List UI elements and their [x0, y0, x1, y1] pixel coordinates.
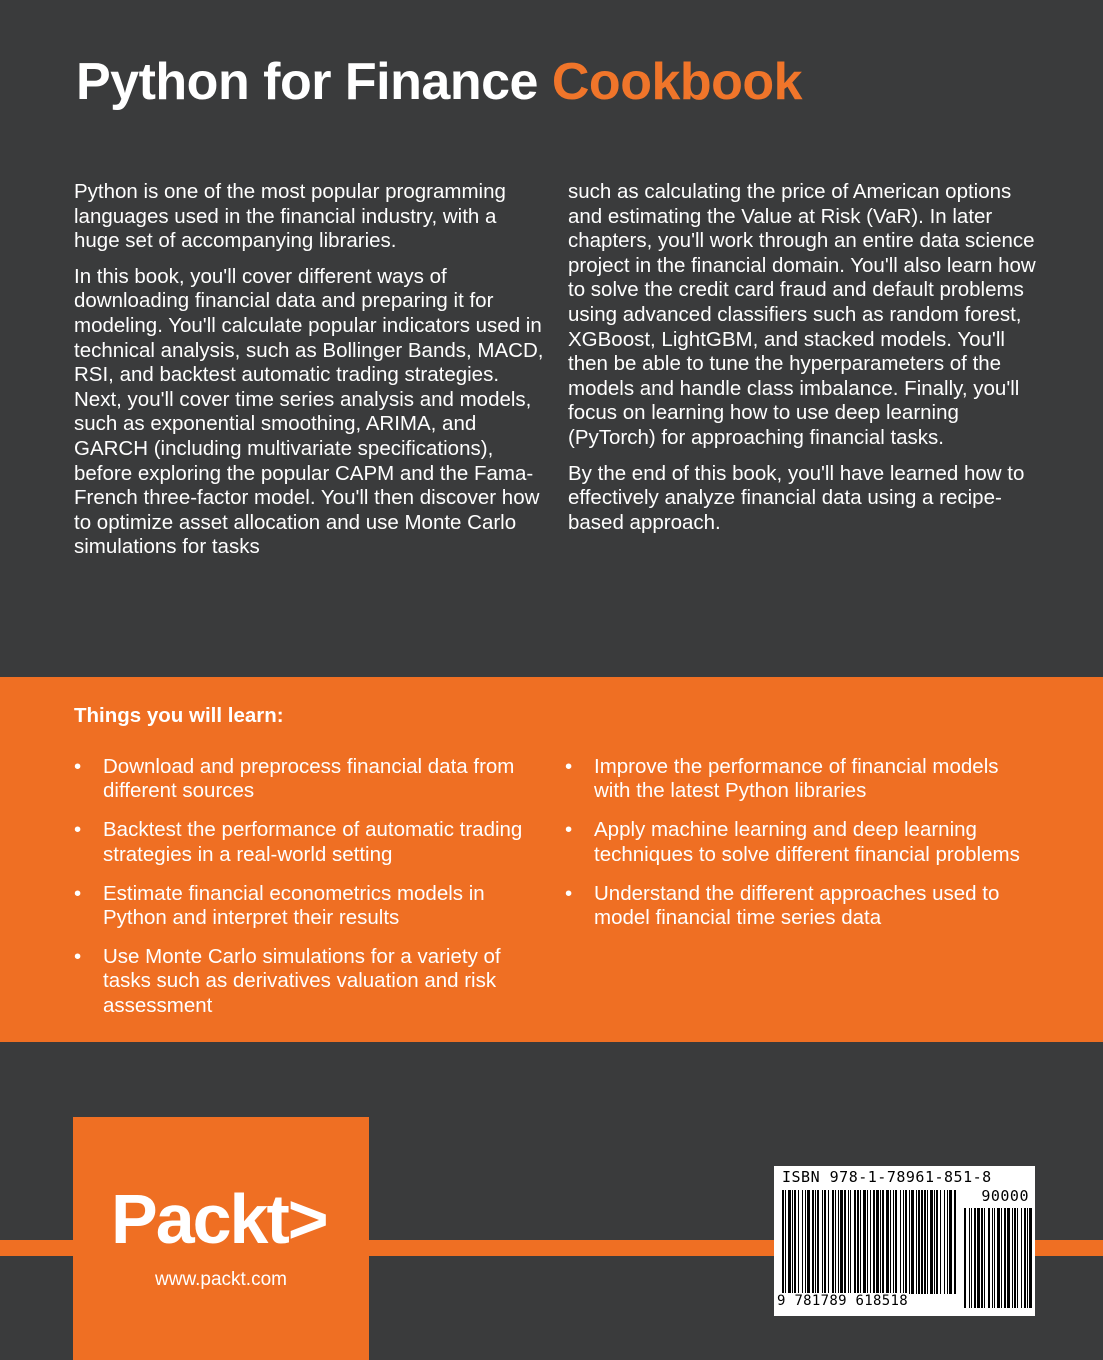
- addon-bar: [964, 1208, 966, 1308]
- barcode-bar: [828, 1190, 829, 1294]
- title-main: Python for Finance: [76, 53, 538, 111]
- barcode-bar: [880, 1190, 881, 1294]
- barcode-bar: [911, 1190, 914, 1294]
- decorative-stripe: [0, 1240, 73, 1256]
- learn-item-text: Use Monte Carlo simulations for a variety of tasks such as derivatives valuation and risk assessment: [103, 944, 501, 1017]
- barcode-bar: [805, 1190, 806, 1294]
- addon-bar: [974, 1208, 976, 1308]
- packt-logo: Packt>: [111, 1180, 327, 1258]
- addon-bar: [977, 1208, 980, 1308]
- barcode-bar: [835, 1190, 836, 1294]
- addon-bar: [981, 1208, 983, 1308]
- barcode-bar: [857, 1190, 859, 1294]
- barcode-bar: [840, 1190, 843, 1294]
- learn-item: [74, 882, 534, 931]
- barcode-bar: [850, 1190, 851, 1294]
- learn-item-text: Backtest the performance of automatic trading strategies in a real-world setting: [103, 818, 523, 866]
- isbn-number: ISBN 978-1-78961-851-8: [782, 1168, 992, 1186]
- addon-bar: [1014, 1208, 1016, 1308]
- barcode-bar: [794, 1190, 796, 1294]
- learn-item-text: Download and preprocess financial data from different sources: [103, 755, 515, 803]
- barcode-bar: [930, 1190, 933, 1294]
- barcode-bar: [921, 1190, 923, 1294]
- barcode-bar: [817, 1190, 819, 1294]
- addon-bar: [992, 1208, 993, 1308]
- barcode-bar: [949, 1190, 952, 1294]
- addon-bar: [1024, 1208, 1026, 1308]
- barcode-bar: [812, 1190, 814, 1294]
- bullet-icon: •: [74, 944, 82, 968]
- barcode-bar: [860, 1190, 861, 1294]
- barcode-bar: [848, 1190, 849, 1294]
- barcode-bar: [924, 1190, 926, 1294]
- bullet-icon: •: [74, 755, 82, 778]
- barcode-bar: [944, 1190, 945, 1294]
- addon-bar: [1007, 1208, 1010, 1308]
- barcode-bar: [927, 1190, 928, 1294]
- learn-item-text: Improve the performance of financial models with the latest Python libraries: [594, 755, 999, 803]
- barcode-bar: [867, 1190, 868, 1294]
- barcode-bar: [802, 1190, 803, 1294]
- barcode-bar: [873, 1190, 875, 1294]
- bullet-icon: •: [565, 881, 573, 905]
- barcode-bar: [886, 1190, 889, 1294]
- title-accent: Cookbook: [551, 53, 803, 111]
- learn-list-right: [565, 755, 1035, 945]
- barcode-bar: [782, 1190, 784, 1294]
- description-paragraph: In this book, you'll cover different ways of downloading financial data and preparing it for modeling. You'll calculate popular indicators used in technical analysis, such as Bollinger Bands, MACD, RSI, and backtest automatic trading strategies. Next, you'll cover time series analysis and models, such as exponential smoothing, ARIMA, and GARCH (including multivariate specifications), before exploring the popular CAPM and the Fama-French three-factor model. You'll then discover how to optimize asset allocation and use Monte Carlo simulations for tasks: [74, 264, 544, 559]
- addon-bar: [1012, 1208, 1013, 1308]
- barcode-bar: [815, 1190, 816, 1294]
- addon-bar: [984, 1208, 985, 1308]
- publisher-logo-block: [73, 1117, 369, 1360]
- addon-bar: [1029, 1208, 1032, 1308]
- description-left-column: [74, 180, 544, 571]
- barcode-bar: [936, 1190, 938, 1294]
- barcode-bar: [893, 1190, 894, 1294]
- barcode-bar: [903, 1190, 904, 1294]
- barcode-bar: [832, 1190, 834, 1294]
- addon-bar: [1004, 1208, 1006, 1308]
- barcode-bar: [788, 1190, 791, 1294]
- barcode-bar: [918, 1190, 920, 1294]
- learn-item: [74, 818, 534, 867]
- publisher-url: www.packt.com: [155, 1269, 287, 1290]
- barcode-bar: [890, 1190, 891, 1294]
- learn-item: [565, 882, 1035, 931]
- addon-bar: [1001, 1208, 1002, 1308]
- addon-bar: [969, 1208, 970, 1308]
- addon-bar: [1027, 1208, 1028, 1308]
- barcode-bar: [895, 1190, 897, 1294]
- barcode-bar: [954, 1190, 956, 1294]
- learn-item-text: Understand the different approaches used to model financial time series data: [594, 881, 1000, 930]
- bullet-icon: •: [74, 818, 82, 842]
- ean-number: 9 781789 618518: [777, 1293, 908, 1309]
- learn-item: [565, 818, 1035, 867]
- barcode-bar: [785, 1190, 786, 1294]
- addon-bar: [1021, 1208, 1022, 1308]
- addon-bar: [1017, 1208, 1018, 1308]
- addon-bar: [997, 1208, 1000, 1308]
- barcode-bar: [934, 1190, 935, 1294]
- learn-item-text: Estimate financial econometrics models in Python and interpret their results: [103, 881, 485, 930]
- addon-bar: [994, 1208, 995, 1308]
- bullet-icon: •: [74, 881, 82, 905]
- price-addon: 90000: [981, 1187, 1029, 1205]
- description-paragraph: Python is one of the most popular programming languages used in the financial industry, with a huge set of accompanying libraries.: [74, 180, 506, 253]
- barcode-bar: [798, 1190, 799, 1294]
- barcode-bar: [870, 1190, 871, 1294]
- isbn-barcode: [774, 1166, 1035, 1316]
- barcode-bar: [909, 1190, 910, 1294]
- barcode-bar: [882, 1190, 884, 1294]
- learn-item-text: Apply machine learning and deep learning techniques to solve different financial problems: [594, 818, 1020, 866]
- description-paragraph: By the end of this book, you'll have learned how to effectively analyze financial data using a recipe-based approach.: [568, 461, 1025, 534]
- barcode-bar: [876, 1190, 879, 1294]
- description-paragraph: such as calculating the price of American options and estimating the Value at Risk (VaR). In later chapters, you'll work through an entire data science project in the financial domain. You'll also learn how to solve the credit card fraud and default problems using advanced classifiers such as random forest, XGBoost, LightGBM, and stacked models. You'll then be able to tune the hyperparameters of the models and handle class imbalance. Finally, you'll focus on learning how to use deep learning (PyTorch) for approaching financial tasks.: [568, 180, 1036, 449]
- learn-item: [565, 755, 1035, 804]
- learn-item: [74, 945, 534, 1018]
- barcode-bar: [807, 1190, 810, 1294]
- barcode-bar: [822, 1190, 823, 1294]
- barcode-bar: [824, 1190, 826, 1294]
- addon-bar: [988, 1208, 990, 1308]
- barcode-bar: [838, 1190, 839, 1294]
- barcode-bar: [916, 1190, 917, 1294]
- bullet-icon: •: [565, 818, 573, 842]
- barcode-bar: [844, 1190, 846, 1294]
- barcode-bar: [900, 1190, 901, 1294]
- barcode-bar: [905, 1190, 907, 1294]
- learn-item: [74, 755, 534, 804]
- learn-list-left: [74, 755, 534, 1033]
- barcode-bar: [792, 1190, 793, 1294]
- description-right-column: [568, 180, 1038, 546]
- barcode-bar: [863, 1190, 866, 1294]
- addon-bar: [971, 1208, 972, 1308]
- barcode-bar: [854, 1190, 856, 1294]
- book-title: [76, 52, 802, 112]
- barcode-bar: [947, 1190, 948, 1294]
- barcode-bar: [940, 1190, 941, 1294]
- bullet-icon: •: [565, 755, 573, 778]
- learn-heading: Things you will learn:: [74, 704, 284, 727]
